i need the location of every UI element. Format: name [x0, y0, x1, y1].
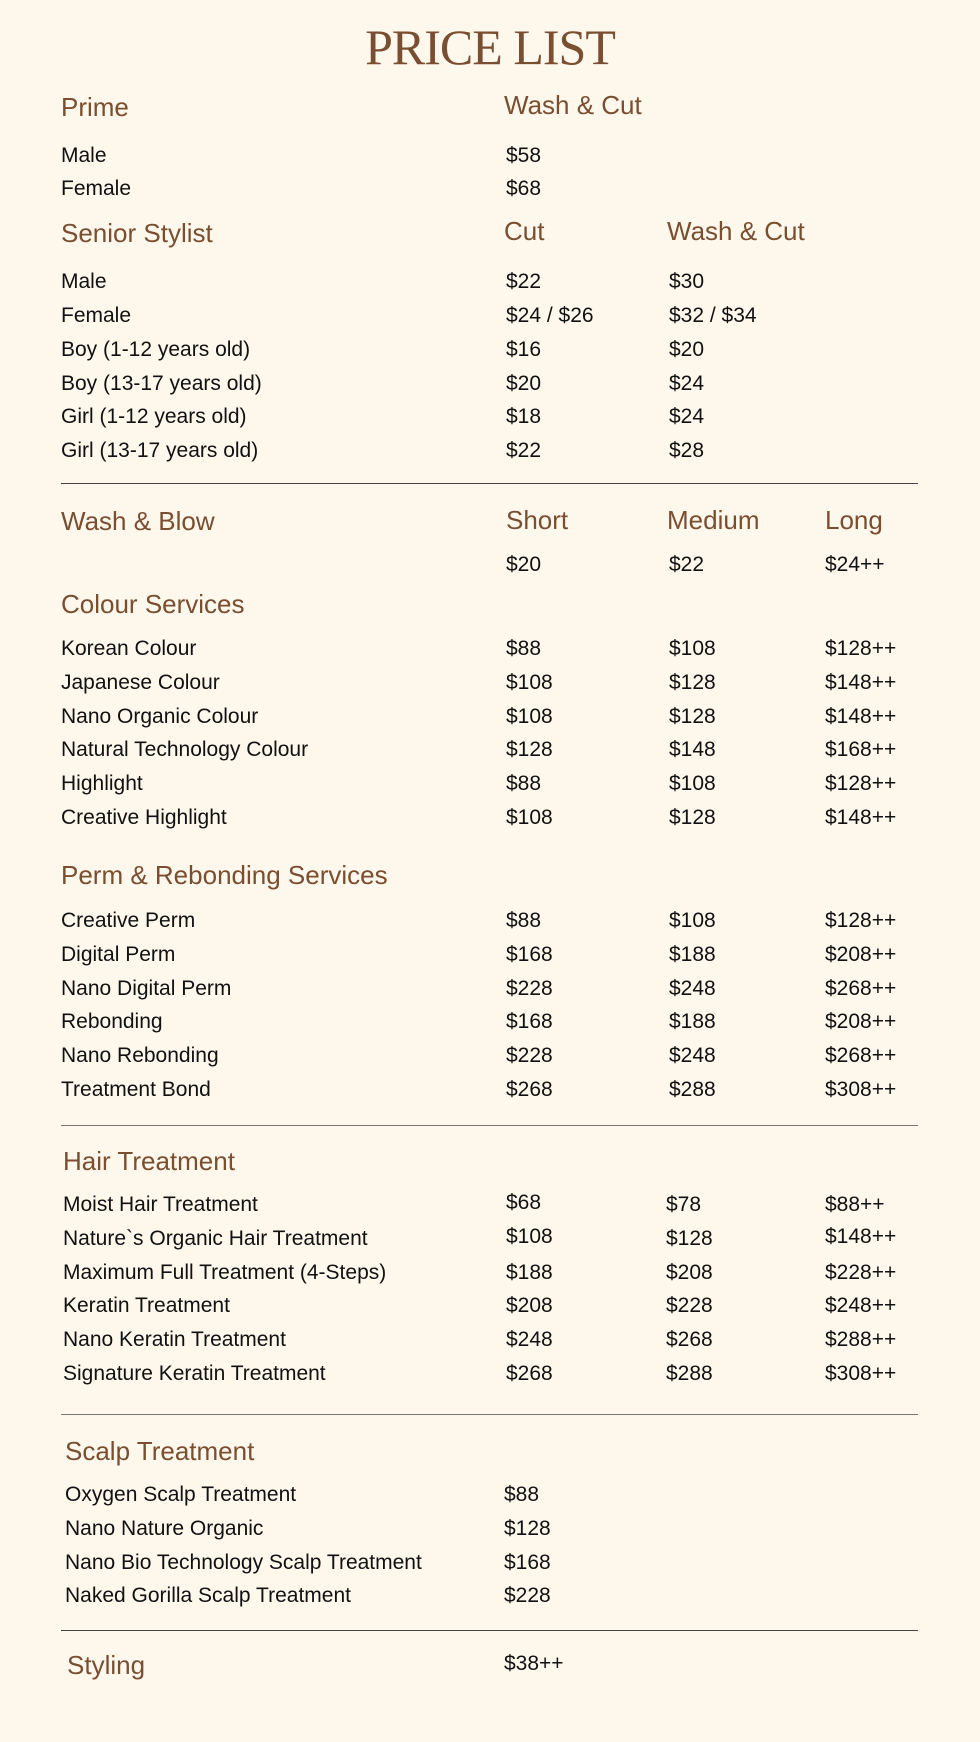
section-heading-hair-treatment: Hair Treatment	[63, 1146, 235, 1176]
row-label: Naked Gorilla Scalp Treatment	[65, 1584, 351, 1607]
price: $248	[506, 1328, 553, 1351]
row-label: Treatment Bond	[61, 1078, 211, 1101]
price: $208++	[825, 943, 897, 966]
price: $268	[506, 1078, 553, 1101]
row-label: Creative Perm	[61, 909, 196, 932]
divider	[61, 1414, 918, 1415]
price: $108	[669, 909, 716, 932]
row-label: Rebonding	[61, 1010, 163, 1033]
price: $228	[506, 1044, 553, 1067]
price: $268++	[825, 977, 897, 1000]
price: $108	[506, 806, 553, 829]
row-label: Natural Technology Colour	[61, 738, 309, 761]
row-label: Korean Colour	[61, 637, 197, 660]
price: $148++	[825, 806, 897, 829]
price: $268	[666, 1328, 713, 1351]
price: $128++	[825, 909, 897, 932]
price: $148++	[825, 671, 897, 694]
price: $248	[669, 1044, 716, 1067]
price: $228++	[825, 1261, 897, 1284]
section-heading-styling: Styling	[67, 1650, 146, 1680]
row-label: Nature`s Organic Hair Treatment	[63, 1227, 368, 1250]
row-label: Digital Perm	[61, 943, 176, 966]
price: $188	[669, 943, 716, 966]
price: $268	[506, 1362, 553, 1385]
section-heading-scalp-treatment: Scalp Treatment	[65, 1436, 255, 1466]
row-label: Girl (13-17 years old)	[61, 439, 259, 462]
price: $88++	[825, 1193, 885, 1216]
price: $108	[669, 772, 716, 795]
price: $88	[506, 637, 542, 660]
price: $268++	[825, 1044, 897, 1067]
price: $38++	[504, 1652, 564, 1675]
price: $20	[506, 372, 542, 395]
price: $22	[669, 553, 705, 576]
row-label: Nano Rebonding	[61, 1044, 219, 1067]
price: $78	[666, 1193, 702, 1216]
column-header-long: Long	[825, 505, 883, 535]
price: $288++	[825, 1328, 897, 1351]
section-heading-wash-blow: Wash & Blow	[61, 506, 215, 536]
price: $288	[666, 1362, 713, 1385]
section-heading-colour-services: Colour Services	[61, 589, 245, 619]
row-label: Keratin Treatment	[63, 1294, 230, 1317]
price: $188	[669, 1010, 716, 1033]
row-label: Nano Keratin Treatment	[63, 1328, 286, 1351]
price: $108	[506, 1225, 553, 1248]
row-label: Male	[61, 144, 107, 167]
section-heading-senior-stylist: Senior Stylist	[61, 218, 213, 248]
price: $16	[506, 338, 542, 361]
row-label: Maximum Full Treatment (4-Steps)	[63, 1261, 387, 1284]
price: $88	[504, 1483, 540, 1506]
price: $128	[669, 705, 716, 728]
price: $128	[504, 1517, 551, 1540]
divider	[61, 483, 918, 484]
price: $32 / $34	[669, 304, 757, 327]
row-label: Japanese Colour	[61, 671, 220, 694]
row-label: Boy (1-12 years old)	[61, 338, 251, 361]
row-label: Male	[61, 270, 107, 293]
column-header-wash-cut: Wash & Cut	[667, 216, 805, 246]
price: $24	[669, 372, 705, 395]
section-heading-prime: Prime	[61, 92, 129, 122]
price: $188	[506, 1261, 553, 1284]
price: $24	[669, 405, 705, 428]
price: $308++	[825, 1362, 897, 1385]
price: $20	[506, 553, 542, 576]
price: $248++	[825, 1294, 897, 1317]
price: $148++	[825, 1225, 897, 1248]
price: $22	[506, 270, 542, 293]
price: $208	[506, 1294, 553, 1317]
row-label: Nano Digital Perm	[61, 977, 232, 1000]
price: $24 / $26	[506, 304, 594, 327]
price: $128	[669, 671, 716, 694]
price: $208++	[825, 1010, 897, 1033]
row-label: Nano Organic Colour	[61, 705, 259, 728]
price: $168	[506, 1010, 553, 1033]
price: $108	[506, 705, 553, 728]
price: $228	[666, 1294, 713, 1317]
price: $58	[506, 144, 542, 167]
price: $20	[669, 338, 705, 361]
price: $28	[669, 439, 705, 462]
row-label: Female	[61, 304, 132, 327]
row-label: Highlight	[61, 772, 143, 795]
price: $308++	[825, 1078, 897, 1101]
price: $128	[669, 806, 716, 829]
row-label: Moist Hair Treatment	[63, 1193, 258, 1216]
price: $108	[669, 637, 716, 660]
column-header-medium: Medium	[667, 505, 760, 535]
column-header-short: Short	[506, 505, 569, 535]
page-title: PRICE LIST	[365, 19, 615, 75]
row-label: Nano Bio Technology Scalp Treatment	[65, 1551, 422, 1574]
row-label: Oxygen Scalp Treatment	[65, 1483, 297, 1506]
price: $148++	[825, 705, 897, 728]
divider	[61, 1630, 918, 1631]
price: $228	[504, 1584, 551, 1607]
column-header-wash-cut: Wash & Cut	[504, 90, 642, 120]
price: $248	[669, 977, 716, 1000]
row-label: Nano Nature Organic	[65, 1517, 264, 1540]
row-label: Girl (1-12 years old)	[61, 405, 247, 428]
price: $128	[506, 738, 553, 761]
price: $208	[666, 1261, 713, 1284]
price: $168	[506, 943, 553, 966]
price: $108	[506, 671, 553, 694]
price: $128++	[825, 637, 897, 660]
price: $68	[506, 177, 542, 200]
price: $128	[666, 1227, 713, 1250]
divider	[61, 1125, 918, 1126]
price: $68	[506, 1191, 542, 1214]
price: $148	[669, 738, 716, 761]
price: $228	[506, 977, 553, 1000]
row-label: Female	[61, 177, 132, 200]
column-header-cut: Cut	[504, 216, 545, 246]
price: $18	[506, 405, 542, 428]
price: $22	[506, 439, 542, 462]
price: $128++	[825, 772, 897, 795]
section-heading-perm-rebonding: Perm & Rebonding Services	[61, 860, 388, 890]
price: $24++	[825, 553, 885, 576]
row-label: Signature Keratin Treatment	[63, 1362, 326, 1385]
price: $30	[669, 270, 705, 293]
row-label: Boy (13-17 years old)	[61, 372, 262, 395]
price: $168	[504, 1551, 551, 1574]
price: $288	[669, 1078, 716, 1101]
price: $88	[506, 909, 542, 932]
price: $88	[506, 772, 542, 795]
row-label: Creative Highlight	[61, 806, 227, 829]
price: $168++	[825, 738, 897, 761]
